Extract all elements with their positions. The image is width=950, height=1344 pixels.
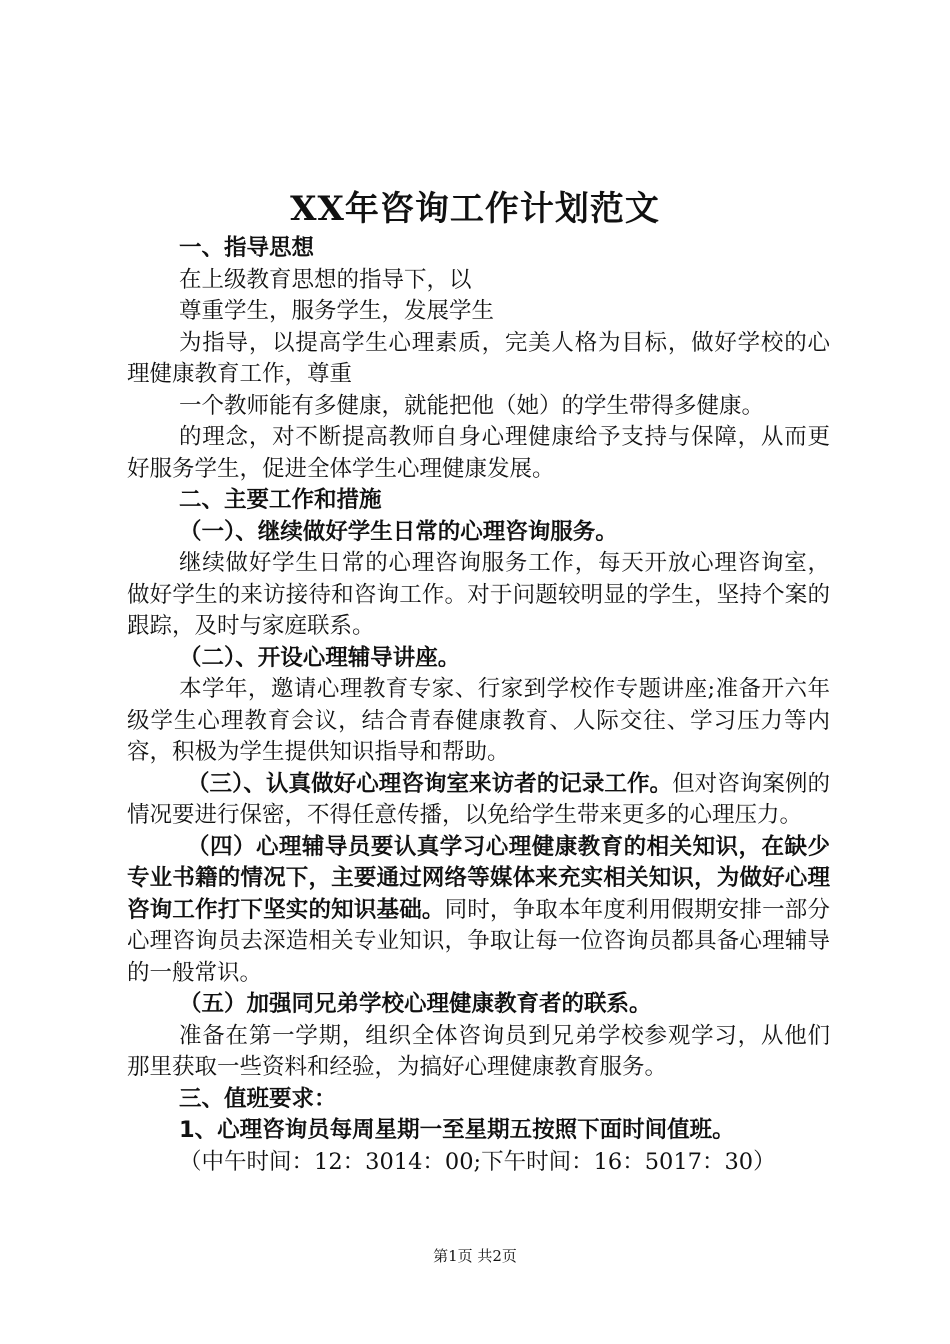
subsection-heading-5: （五）加强同兄弟学校心理健康教育者的联系。: [179, 991, 652, 1017]
paragraph: 为指导，以提高学生心理素质，完美人格为目标，做好学校的心理健康教育工作，尊重: [127, 329, 830, 387]
subsection-heading-duty-1: 1、心理咨询员每周星期一至星期五按照下面时间值班。: [179, 1117, 735, 1143]
subsection-heading-3: （三）、认真做好心理咨询室来访者的记录工作。: [187, 770, 673, 797]
paragraph: 本学年，邀请心理教育专家、行家到学校作专题讲座;准备开六年级学生心理教育会议，结合青春健康教育、人际交往、学习压力等内容，积极为学生提供知识指导和帮助。: [127, 676, 830, 765]
paragraph: 准备在第一学期，组织全体咨询员到兄弟学校参观学习，从他们那里获取一些资料和经验，为搞好心理健康教育服务。: [127, 1022, 830, 1080]
paragraph: 的理念，对不断提高教师自身心理健康给予支持与保障，从而更好服务学生，促进全体学生心理健康发展。: [127, 424, 830, 482]
document-body: [127, 233, 830, 1178]
paragraph: 一个教师能有多健康，就能把他（她）的学生带得多健康。: [179, 392, 765, 419]
paragraph: 继续做好学生日常的心理咨询服务工作，每天开放心理咨询室，做好学生的来访接待和咨询工作。对于问题较明显的学生，坚持个案的跟踪，及时与家庭联系。: [127, 550, 830, 639]
section-heading-duty: 三、值班要求：: [179, 1085, 337, 1112]
paragraph: [127, 832, 830, 990]
page-title: XX年咨询工作计划范文: [290, 189, 660, 229]
paragraph-text: 同时，争取本年度利用假期安排一部分心理咨询员去深造相关专业知识，争取让每一位咨询员都具备心理辅导的一般常识。: [127, 896, 830, 986]
paragraph: 尊重学生，服务学生，发展学生: [179, 298, 495, 324]
page-footer: 第1页 共2页: [433, 1247, 517, 1265]
paragraph: （中午时间：12：3014：00;下午时间：16：5017：30）: [179, 1148, 776, 1175]
section-heading-guiding-ideology: 一、指导思想: [179, 235, 315, 261]
subsection-heading-2: （二）、开设心理辅导讲座。: [179, 644, 461, 671]
paragraph: 在上级教育思想的指导下，以: [179, 266, 472, 293]
subsection-heading-1: （一）、继续做好学生日常的心理咨询服务。: [179, 518, 618, 545]
section-heading-main-work: 二、主要工作和措施: [179, 487, 382, 513]
paragraph-text: 但对咨询案例的情况要进行保密，不得任意传播，以免给学生带来更多的心理压力。: [127, 770, 830, 828]
paragraph: [127, 769, 830, 832]
subsection-heading-4: （四）心理辅导员要认真学习心理健康教育的相关知识，在缺少专业书籍的情况下，主要通过网络等媒体来充实相关知识，为做好心理咨询工作打下坚实的知识基础。: [127, 833, 830, 923]
